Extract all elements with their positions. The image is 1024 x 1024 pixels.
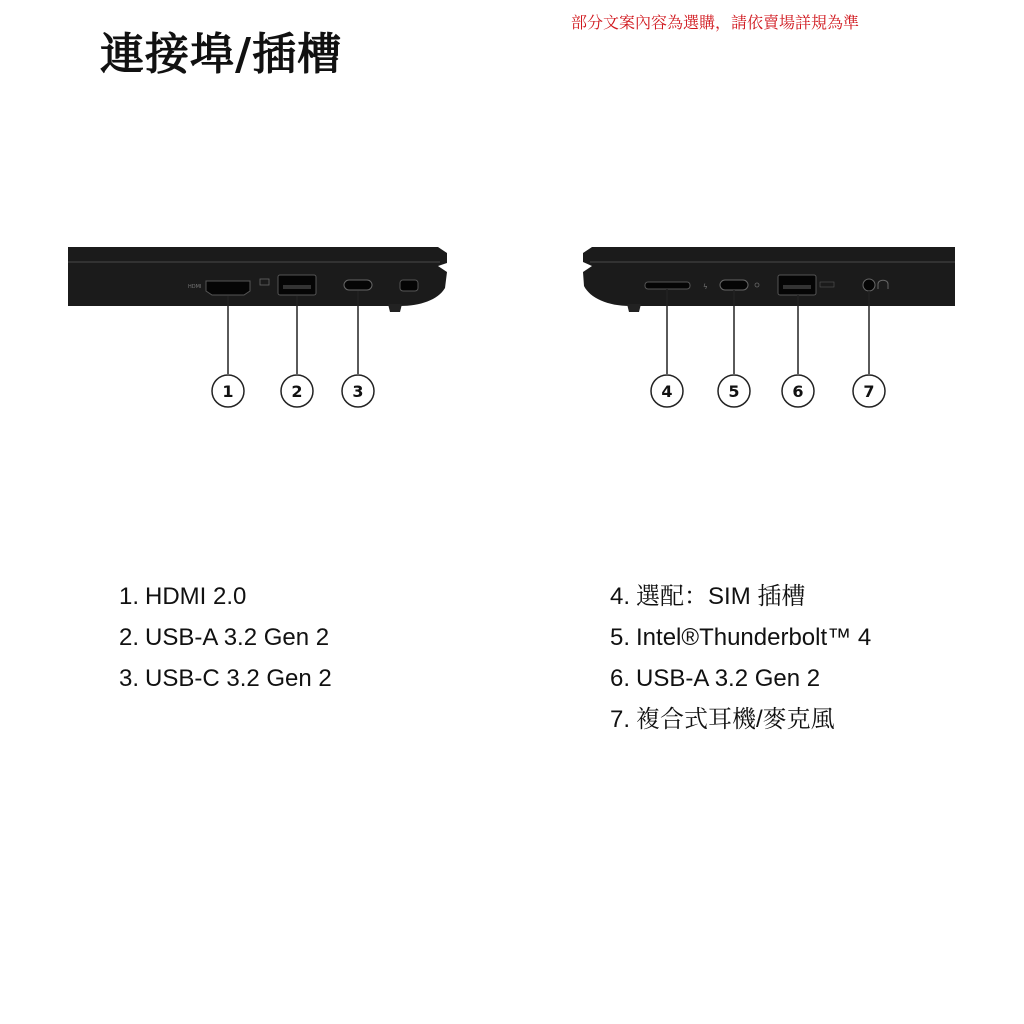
sim-slot bbox=[645, 282, 690, 289]
laptop-left-side bbox=[68, 247, 447, 312]
callout-6-label: 6 bbox=[792, 382, 804, 401]
spec-item-number: 5. bbox=[610, 624, 631, 651]
callout-6 bbox=[782, 375, 814, 407]
callout-5 bbox=[718, 375, 750, 407]
spec-item-text: USB-C 3.2 Gen 2 bbox=[145, 665, 332, 692]
spec-list-left bbox=[119, 576, 332, 699]
spec-item-3 bbox=[119, 658, 332, 699]
spec-item-text: USB-A 3.2 Gen 2 bbox=[145, 624, 330, 651]
spec-item-number: 4. bbox=[610, 583, 631, 610]
spec-item-5 bbox=[610, 617, 871, 658]
spec-item-text: 選配：SIM 插槽 bbox=[636, 583, 806, 610]
usb-c-port-left bbox=[344, 280, 372, 290]
spec-item-7 bbox=[610, 699, 871, 740]
spec-item-number: 6. bbox=[610, 665, 631, 692]
callout-7 bbox=[853, 375, 885, 407]
spec-item-6 bbox=[610, 658, 871, 699]
disclaimer-note: 部分文案內容為選購，請依賣場詳規為準 bbox=[571, 13, 860, 32]
page-title: 連接埠/插槽 bbox=[100, 29, 343, 80]
callout-3 bbox=[342, 375, 374, 407]
callout-2 bbox=[281, 375, 313, 407]
spec-item-text: USB-A 3.2 Gen 2 bbox=[636, 665, 821, 692]
callout-3-label: 3 bbox=[352, 382, 364, 401]
callout-1-label: 1 bbox=[222, 382, 234, 401]
spec-item-text: Intel®Thunderbolt™ 4 bbox=[636, 624, 872, 651]
callout-1 bbox=[212, 375, 244, 407]
lock-slot bbox=[400, 280, 418, 291]
spec-list-right bbox=[610, 576, 871, 740]
laptop-right-side bbox=[583, 247, 955, 312]
ports-illustration bbox=[0, 0, 1024, 460]
thunderbolt-icon: ϟ bbox=[703, 283, 708, 291]
spec-item-2 bbox=[119, 617, 332, 658]
spec-item-number: 3. bbox=[119, 665, 140, 692]
spec-item-number: 7. bbox=[610, 706, 631, 733]
spec-item-1 bbox=[119, 576, 332, 617]
callout-5-label: 5 bbox=[728, 382, 740, 401]
callout-4 bbox=[651, 375, 683, 407]
spec-item-number: 2. bbox=[119, 624, 140, 651]
spec-item-text: HDMI 2.0 bbox=[145, 583, 247, 610]
callout-2-label: 2 bbox=[291, 382, 303, 401]
callout-7-label: 7 bbox=[863, 382, 875, 401]
spec-item-text: 複合式耳機/麥克風 bbox=[636, 706, 835, 733]
spec-item-number: 1. bbox=[119, 583, 140, 610]
callout-4-label: 4 bbox=[661, 382, 673, 401]
spec-item-4 bbox=[610, 576, 871, 617]
hdmi-port-label: HDMI bbox=[188, 284, 202, 290]
